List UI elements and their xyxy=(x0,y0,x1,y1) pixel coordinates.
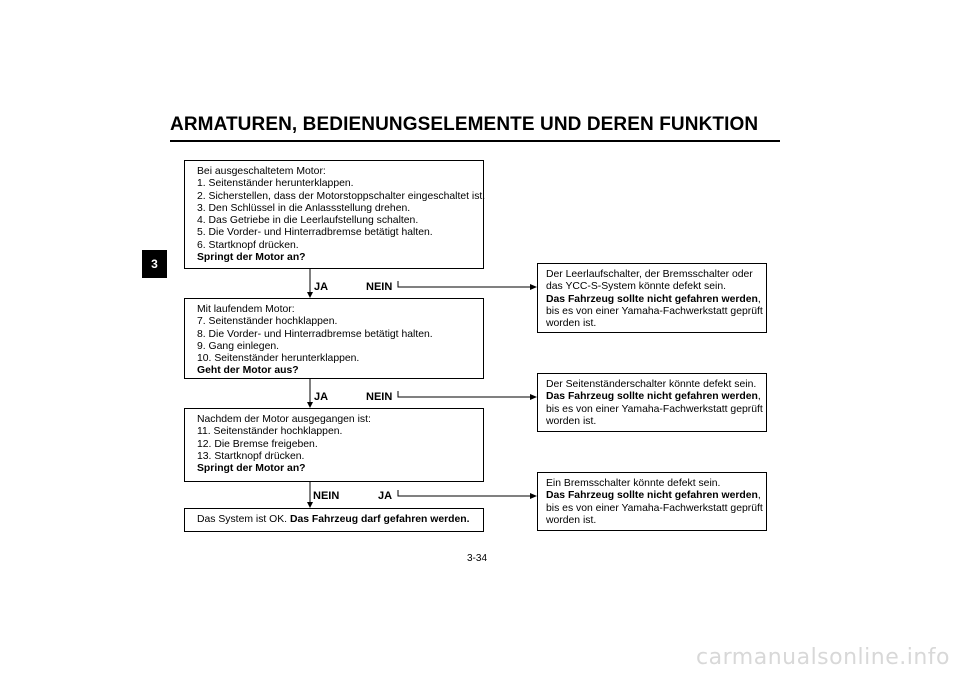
step-box-1-line: 3. Den Schlüssel in die Anlassstellung drehen. xyxy=(197,202,411,214)
result-box-1-line: worden ist. xyxy=(546,318,597,330)
watermark: carmanualsonline.info xyxy=(696,645,950,670)
result-box-1-line: bis es von einer Yamaha-Fachwerkstatt geprüft xyxy=(546,305,763,317)
step-box-2-line: Mit laufendem Motor: xyxy=(197,304,295,315)
result-box-1-warning: Das Fahrzeug sollte nicht gefahren werden xyxy=(546,293,758,305)
result-box-3-warning: Das Fahrzeug sollte nicht gefahren werden xyxy=(546,490,758,502)
step-box-1-question: Springt der Motor an? xyxy=(197,252,306,264)
connector-box1-right1 xyxy=(398,281,532,287)
step-box-1-line: 2. Sicherstellen, dass der Motorstoppschalter eingeschaltet ist. xyxy=(197,190,486,202)
step-box-3 xyxy=(184,408,484,482)
step-box-2-line: 10. Seitenständer herunterklappen. xyxy=(197,353,360,365)
arrow-right-3 xyxy=(530,493,537,499)
step-box-1 xyxy=(184,160,484,269)
step-box-1-line: Bei ausgeschaltetem Motor: xyxy=(197,166,326,177)
step-box-2 xyxy=(184,298,484,379)
result-box-2 xyxy=(537,373,767,432)
label-nein-3: NEIN xyxy=(313,490,340,502)
label-ja-2: JA xyxy=(314,391,329,403)
chapter-tab: 3 xyxy=(142,250,167,278)
result-ok-bold: Das Fahrzeug darf gefahren werden. xyxy=(289,514,470,525)
page-number: 3-34 xyxy=(467,553,488,564)
result-box-ok xyxy=(184,508,484,532)
result-box-2-line: Der Seitenständerschalter könnte defekt sein. xyxy=(546,379,757,390)
label-nein-2: NEIN xyxy=(366,391,393,403)
label-ja-1: JA xyxy=(314,281,329,293)
arrow-right-2 xyxy=(530,394,537,400)
step-box-2-question: Geht der Motor aus? xyxy=(197,365,299,377)
step-box-2-line: 9. Gang einlegen. xyxy=(197,340,280,352)
label-nein-1: NEIN xyxy=(366,281,393,293)
result-box-2-warning: Das Fahrzeug sollte nicht gefahren werden xyxy=(546,391,758,403)
step-box-1-line: 4. Das Getriebe in die Leerlaufstellung schalten. xyxy=(197,215,419,227)
result-box-2-comma: , xyxy=(757,391,761,403)
result-box-2-line: worden ist. xyxy=(546,415,597,427)
step-box-2-line: 7. Seitenständer hochklappen. xyxy=(197,316,338,328)
result-box-3 xyxy=(537,472,767,531)
step-box-3-line: 12. Die Bremse freigeben. xyxy=(197,438,318,450)
page-title: ARMATUREN, BEDIENUNGSELEMENTE UND DEREN FUNKTION xyxy=(170,114,759,135)
result-box-3-comma: , xyxy=(757,490,761,502)
step-box-2-line: 8. Die Vorder- und Hinterradbremse betätigt halten. xyxy=(197,328,433,340)
connector-box3-right3 xyxy=(398,490,532,496)
result-box-1-line: Der Leerlaufschalter, der Bremsschalter oder xyxy=(546,269,753,280)
step-box-3-line: Nachdem der Motor ausgegangen ist: xyxy=(197,414,371,425)
result-box-3-line: worden ist. xyxy=(546,514,597,526)
step-box-3-line: 11. Seitenständer hochklappen. xyxy=(197,426,343,438)
result-ok-text: Das System ist OK. xyxy=(197,514,288,525)
result-box-3-line: Ein Bremsschalter könnte defekt sein. xyxy=(546,478,721,489)
step-box-3-question: Springt der Motor an? xyxy=(197,463,306,475)
step-box-1-line: 1. Seitenständer herunterklappen. xyxy=(197,178,354,190)
connector-box2-right2 xyxy=(398,391,532,397)
result-box-3-line: bis es von einer Yamaha-Fachwerkstatt geprüft xyxy=(546,502,763,514)
step-box-1-line: 6. Startknopf drücken. xyxy=(197,239,299,251)
result-box-1 xyxy=(537,263,767,333)
arrow-right-1 xyxy=(530,284,537,290)
result-box-1-line: das YCC-S-System könnte defekt sein. xyxy=(546,281,726,293)
step-box-1-line: 5. Die Vorder- und Hinterradbremse betätigt halten. xyxy=(197,227,433,239)
result-box-1-comma: , xyxy=(757,293,761,305)
step-box-3-line: 13. Startknopf drücken. xyxy=(197,450,305,462)
label-ja-3: JA xyxy=(378,490,393,502)
result-box-2-line: bis es von einer Yamaha-Fachwerkstatt geprüft xyxy=(546,403,763,415)
